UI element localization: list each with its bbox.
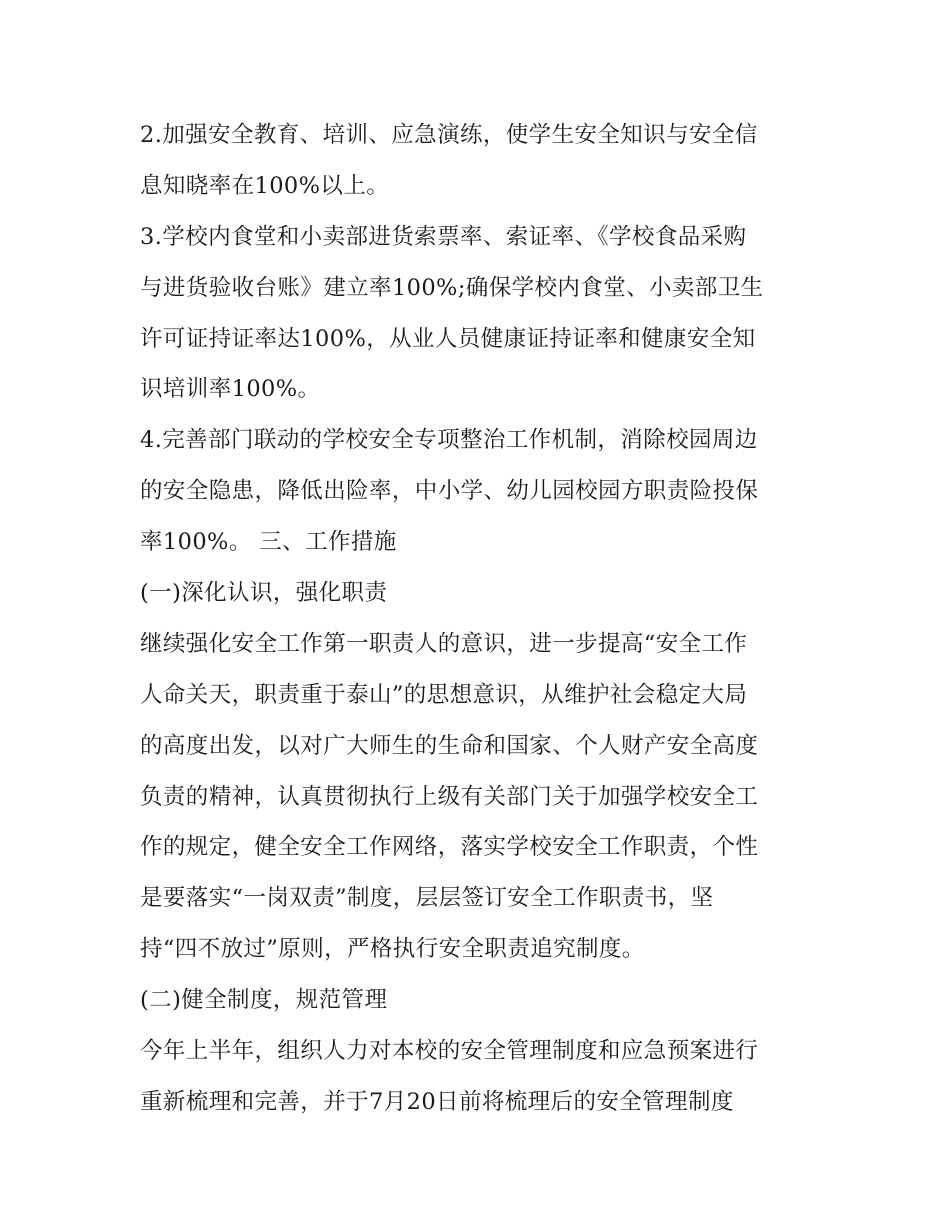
text-line: 3.学校内食堂和小卖部进货索票率、索证率、《学校食品采购 [140,223,747,250]
text-line: 许可证持证率达100%，从业人员健康证持证率和健康安全知 [140,325,756,352]
text-line: 继续强化安全工作第一职责人的意识，进一步提高“安全工作 [140,630,748,657]
text-line: 4.完善部门联动的学校安全专项整治工作机制，消除校园周边 [140,427,758,454]
text-line: 人命关天，职责重于泰山”的思想意识，从维护社会稳定大局 [140,681,748,708]
text-line: 重新梳理和完善，并于7月20日前将梳理后的安全管理制度 [140,1088,734,1115]
section-heading: (一)深化认识，强化职责 [140,580,388,607]
text-line: 2.加强安全教育、培训、应急演练，使学生安全知识与安全信 [140,122,758,148]
text-line: 率100%。 三、工作措施 [140,529,397,556]
text-line: 的安全隐患，降低出险率，中小学、幼儿园校园方职责险投保 [140,478,759,505]
document-body [140,110,820,1128]
text-line: 识培训率100%。 [140,376,321,403]
text-line: 息知晓率在100%以上。 [140,172,390,199]
text-line: 作的规定，健全安全工作网络，落实学校安全工作职责，个性 [140,834,759,861]
text-line: 持“四不放过”原则，严格执行安全职责追究制度。 [140,936,645,963]
text-line: 的高度出发，以对广大师生的生命和国家、个人财产安全高度 [140,732,759,759]
text-line: 负责的精神，认真贯彻执行上级有关部门关于加强学校安全工 [140,783,759,810]
text-line: 今年上半年，组织人力对本校的安全管理制度和应急预案进行 [140,1038,759,1065]
section-heading: (二)健全制度，规范管理 [140,987,388,1014]
text-line: 是要落实“一岗双责”制度，层层签订安全工作职责书，坚 [140,885,714,912]
text-line: 与进货验收台账》建立率100%;确保学校内食堂、小卖部卫生 [140,274,764,301]
